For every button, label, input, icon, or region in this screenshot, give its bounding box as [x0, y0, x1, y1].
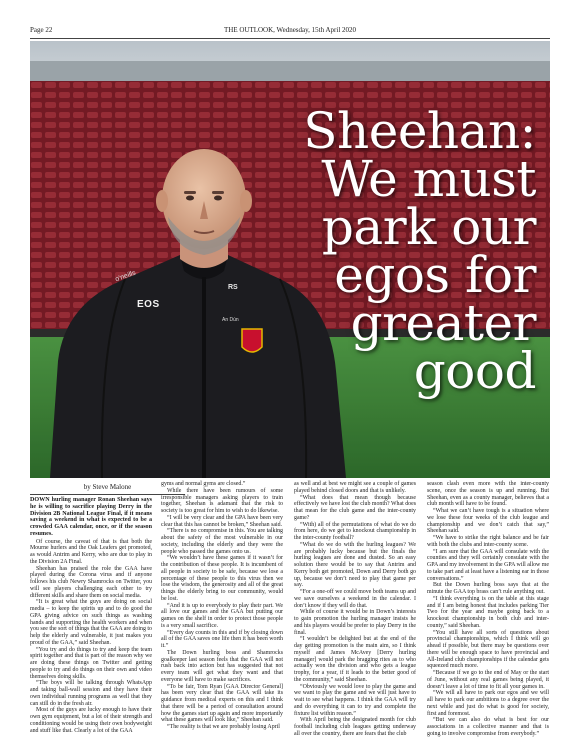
paragraph: “What do we do with the hurling leagues? We are probably lucky because but the finals the hurling leagues are done and dusted. So an easy solution there would be to say that Antrim and Kerry both get promoted, Down and Derry both go up, because we don’t need to play that game per say. — [294, 541, 416, 589]
paragraph: The Down hurling boss and Shamrocks goalkeeper last season feels that the GAA will not rush back into action but has suggested that not every team will get what they want and that everyone will have to make sacrifices. — [161, 649, 283, 683]
paragraph: “I am sure that the GAA will consulate with the counties and they will certainly consulate with the GPA and my involvement in the GPA will allow me to take part and at least have a listening ear in those conversations.” — [427, 548, 549, 582]
paragraph: “I wouldn’t be delighted but at the end of the day getting promotion is the main aim, so I think myself and James McAvey [Derry hurling manager] would park the bragging rites as to who actually won the division and who gets a league trophy, for a year, if it leads to the better good of the community,” said Sheehan. — [294, 636, 416, 683]
paragraph: But the Down hurling boss says that at the minute the GAA top brass can’t rule anything out. — [427, 582, 549, 595]
paragraph: “With) all of the permutations of what do we do from here, do we get to knockout championship in the inter-county football? — [294, 521, 416, 541]
paragraph: as well and at best we might see a couple of games played behind closed doors and that is unlikely. — [294, 481, 416, 494]
crest-caption: An Dún — [222, 317, 239, 323]
publication-dateline: THE OUTLOOK, Wednesday, 15th April 2020 — [223, 26, 357, 34]
paragraph: gyms and normal gyms are closed.” — [161, 481, 246, 487]
article-column-2 — [161, 481, 283, 733]
paragraph: “There is no compromise in this. You are talking about the safety of the most vulnerable in our society, including the elderly and they were the people who passed the games onto us. — [161, 528, 283, 555]
sponsor-logo: EOS — [137, 299, 160, 310]
paragraph: “The boys will be talking through WhatsApp and taking ball-wall session and they have their own individual running programs as well that they can still do in the fresh air. — [30, 680, 152, 707]
paragraph: “What does that mean though because effectively we have lost the club month? What does that mean for the club game and the inter-county game? — [294, 494, 416, 521]
paragraph: “I think everything is on the table at this stage and if I am being honest that includes parking Tier Two for the year and maybe going back to a knockout championship in both club and inter-county,” said Sheehan. — [427, 595, 549, 629]
paragraph: “I will be very clear and the GPA have been very clear that this has cannot be broken,” Sheehan said. — [161, 514, 283, 528]
paragraph: “The reality is that we are probably losing April — [167, 724, 280, 730]
page-header — [30, 24, 550, 36]
jacket-brand-logo: o'neills — [114, 269, 137, 284]
paragraph: season clash even more with the inter-county scene, once the season is up and running. But Sheehan, even as a county manager, believes that a club month will have to be found. — [427, 481, 549, 508]
article-column-1 — [30, 497, 152, 732]
paragraph: Sheehan has praised the role the GAA have played during the Corona virus and if anyone follows his club Newry Shamrocks on Twitter, you will see players challenging each other to try different skills and share them on social media. — [30, 565, 152, 599]
paragraph: Most of the guys are lucky enough to have their own gym equipment, but a lot of their strength and conditioning would be using their own bodyweight and stuff like that. Clearly a lot of the GAA — [30, 707, 152, 734]
paragraph: “We wouldn’t have these games if it wasn’t for the contribution of these people. It is incumbent of all people in society to be safe, because we lose a percentage of these people to this virus then we lose the wisdom, the generosity and all of the great things the elderly bring to our community, would be lost. — [161, 555, 283, 602]
paragraph: “We have to strike the right balance and be fair with both the clubs and inter-county scene. — [427, 535, 549, 548]
paragraph: “Every day counts in this and if by closing down all of the GAA saves one life then it has been worth it.” — [161, 629, 283, 649]
headline: Sheehan: We must park our egos for greater good — [303, 102, 536, 400]
paragraph: While of course it would be in Down’s interests to gain promotion the hurling manager insists he and his players would be prefer to play Derry in the final. — [294, 609, 416, 636]
article-column-3 — [294, 481, 416, 737]
paragraph: “You still have all sorts of questions about provincial championships, which I think will go ahead if possible, but there may be questions over there will be enough space to have provincial and All-Ireland club championships if the calendar gets squeezed much more. — [427, 629, 549, 670]
paragraph: While there have been rumours of some irresponsible managers asking players to train together, Sheehan is adamant that the risk to society is too great for him to wish to do likewise. — [161, 487, 283, 514]
byline: by Steve Malone — [83, 483, 132, 491]
embroidered-initials: RS — [228, 284, 238, 291]
paragraph: “And it is up to everybody to play their part. We all love our games and the GAA but putting our games on the shelf in order to protect those people is a very small sacrifice. — [161, 602, 283, 629]
paragraph: “Because if we go to the end of May or the start of June, without any real games being played, it doesn’t leave a lot of time to fit all your games in. — [427, 670, 549, 690]
article-lead: DOWN hurling manager Ronan Sheehan says he is willing to sacrifice playing Derry in the Division 2B National League Final, if it means saving a weekend in what is expected to be a crowded GAA calendar, once, or if the season resumes. — [30, 497, 152, 537]
paragraph: “What we can’t have tough is a situation where we lose these four weeks of the club league and championship and we don’t catch that say,” Sheehan said. — [427, 508, 549, 535]
page-number: Page 22 — [30, 26, 53, 34]
article-column-4 — [427, 481, 549, 737]
paragraph: “For a one-off we could move both teams up and we save ourselves a weekend in the calendar. I don’t know if they will do that. — [294, 589, 416, 609]
paragraph: “It is great what the guys are doing on social media – to keep the spirits up and to do good the GPA giving advice on such things as washing hands and supporting the health workers and when you see the sort of things that the GAA are doing to help the elderly and vulnerable, it just makes you proud of the GAA,” said Sheehan. — [30, 599, 152, 646]
paragraph: “Obviously we would love to play the game and we want to play the game and we will just have to wait to see what happens. I think the GAA will try and do everything it can to try and complete the fixture list within reason.” — [294, 683, 416, 717]
paragraph: “But we can also do what is best for our associations in a collective manner and that is going to involve compromise from everybody.” — [427, 717, 549, 737]
paragraph: Of course, the caveat of that is that both the Mourne hurlers and the Oak Leafers get promoted, as would Antrim and Kerry, who are due to play in the Division 2A Final. — [30, 538, 152, 565]
paragraph: “We will all have to park our egos and we will all have to park our ambitions to a degree over the next while and just do what is good for society, first and foremost. — [427, 690, 549, 717]
paragraph: “To be fair, Tom Ryan [GAA Director General] has been very clear that the GAA will take its guidance from medical experts on this and I think that there will be a period of consultation around how the games start up again and more importantly what these games will look like,” Sheehan said. — [161, 683, 283, 724]
paragraph: With April being the designated month for club football including club leagues getting underway all over the country, there are fears that the club — [294, 717, 416, 737]
paragraph: “You try and do things to try and keep the team spirit together and that is part of the reason why we are doing these things on Twitter and getting people to try and do things on their own and video themselves doing skills. — [30, 646, 152, 680]
header-rule — [30, 38, 550, 39]
feature-photo — [30, 41, 550, 478]
